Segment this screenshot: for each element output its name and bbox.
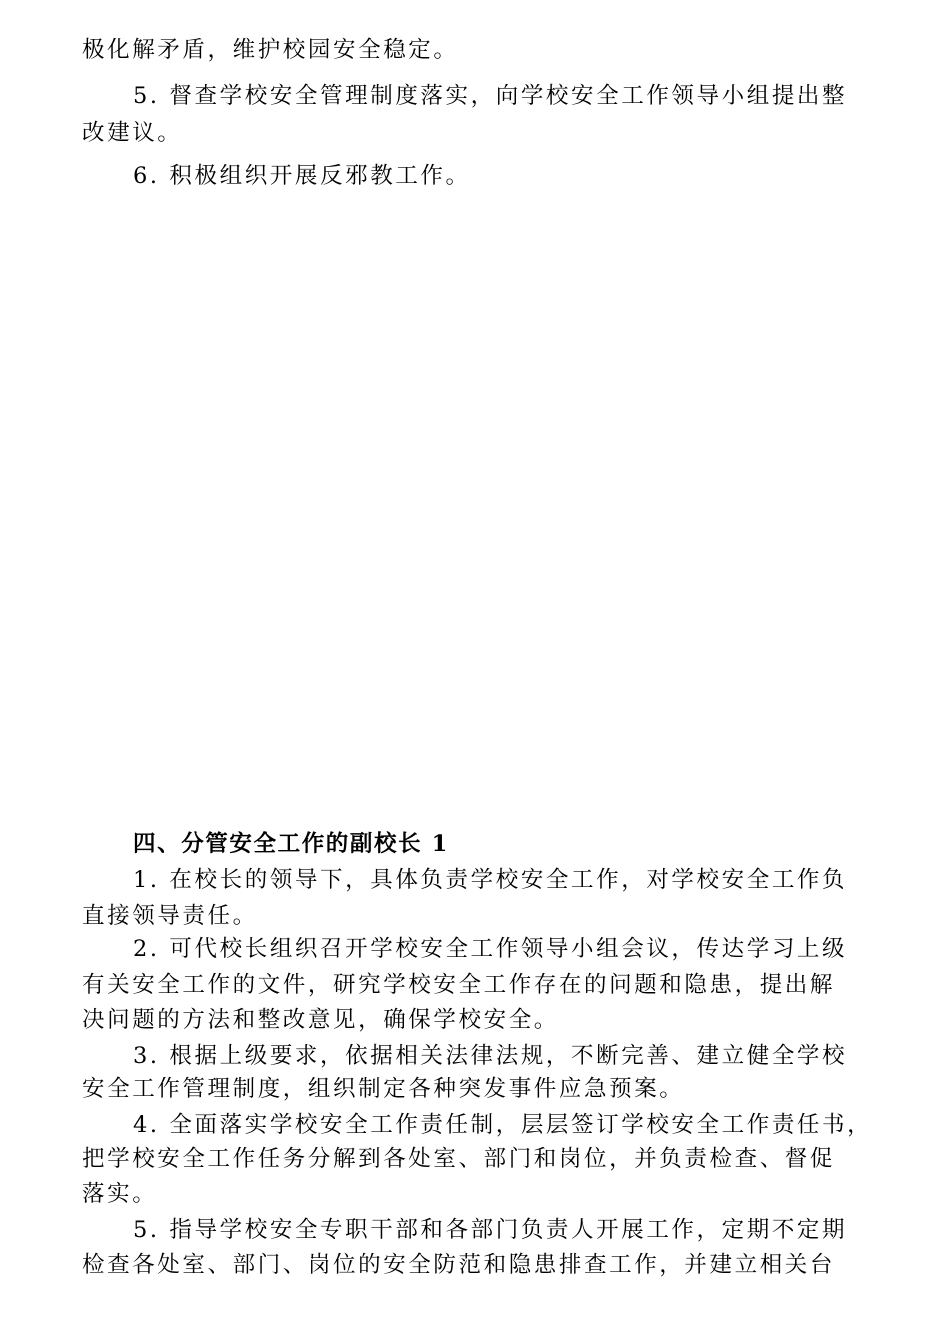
- paragraph-line: 落实。: [82, 1181, 158, 1207]
- paragraph-line: 5. 督查学校安全管理制度落实，向学校安全工作领导小组提出整: [133, 83, 848, 109]
- paragraph-line: 直接领导责任。: [82, 903, 258, 929]
- paragraph-line: 5. 指导学校安全专职干部和各部门负责人开展工作，定期不定期: [133, 1217, 848, 1243]
- paragraph-line: 检查各处室、部门、岗位的安全防范和隐患排查工作，并建立相关台: [82, 1252, 836, 1278]
- paragraph-line: 有关安全工作的文件，研究学校安全工作存在的问题和隐患，提出解: [82, 972, 836, 998]
- paragraph-line: 安全工作管理制度，组织制定各种突发事件应急预案。: [82, 1076, 685, 1102]
- section-heading: 四、分管安全工作的副校长 1: [133, 831, 449, 857]
- paragraph-line: 决问题的方法和整改意见，确保学校安全。: [82, 1007, 559, 1033]
- paragraph-line: 3. 根据上级要求，依据相关法律法规，不断完善、建立健全学校: [133, 1043, 848, 1069]
- paragraph-line: 6. 积极组织开展反邪教工作。: [133, 163, 471, 189]
- paragraph-line: 1. 在校长的领导下，具体负责学校安全工作，对学校安全工作负: [133, 867, 848, 893]
- paragraph-line: 极化解矛盾，维护校园安全稳定。: [82, 37, 459, 63]
- paragraph-line: 2. 可代校长组织召开学校安全工作领导小组会议，传达学习上级: [133, 936, 848, 962]
- paragraph-line: 把学校安全工作任务分解到各处室、部门和岗位，并负责检查、督促: [82, 1146, 836, 1172]
- paragraph-line: 4. 全面落实学校安全工作责任制，层层签订学校安全工作责任书，: [133, 1112, 873, 1138]
- paragraph-line: 改建议。: [82, 120, 183, 146]
